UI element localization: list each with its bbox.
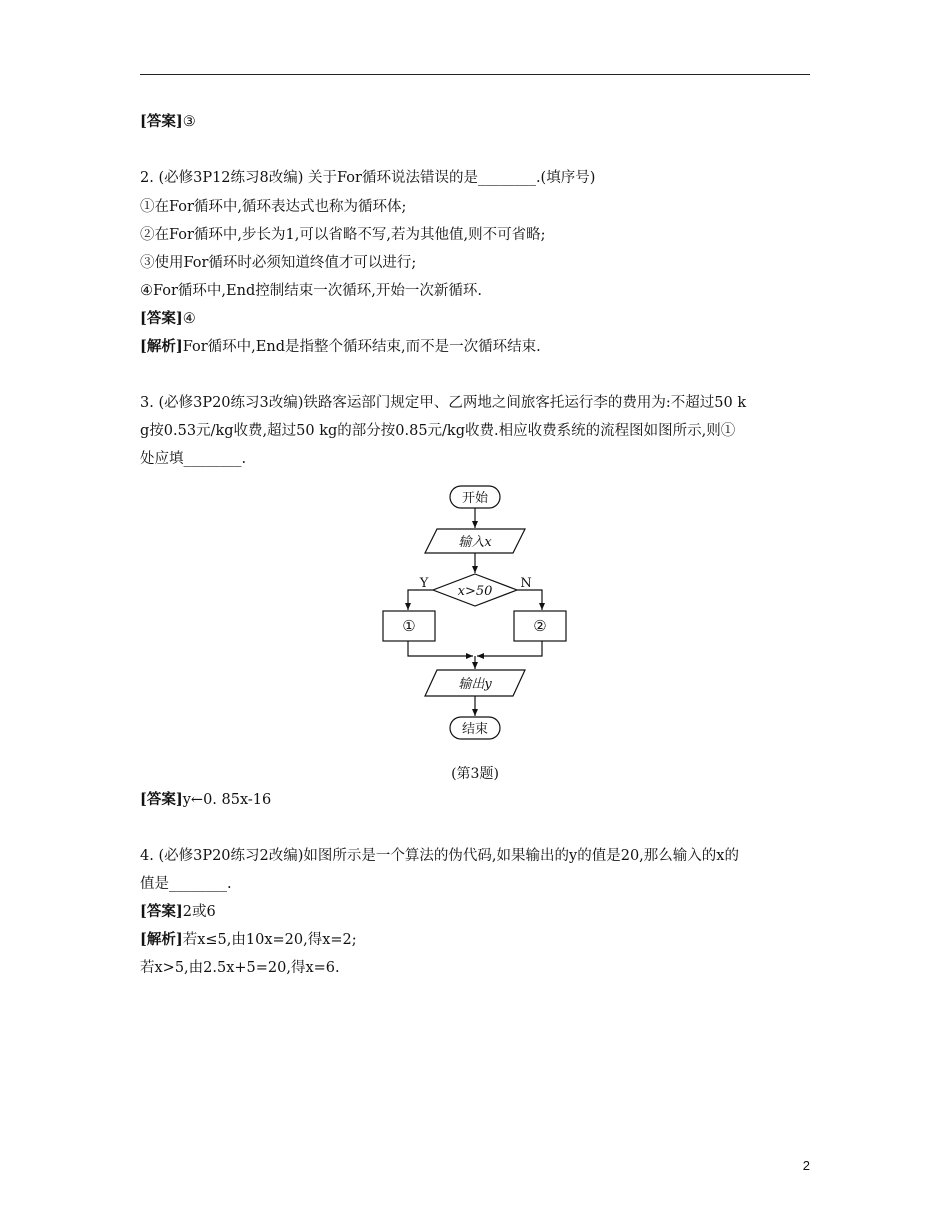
q4-stem-line-1: 4. (必修3P20练习2改编)如图所示是一个算法的伪代码,如果输出的y的值是20,那么输入的x的: [140, 848, 739, 864]
q4-stem-line-2: 值是________.: [140, 876, 232, 892]
q4-answer: [答案]2或6: [140, 903, 216, 920]
end-label: 结束: [461, 722, 489, 737]
q2-analysis: [解析]For循环中,End是指整个循环结束,而不是一次循环结束.: [140, 338, 541, 355]
start-label: 开始: [461, 491, 489, 506]
q3-stem-line-2: g按0.53元/kg收费,超过50 kg的部分按0.85元/kg收费.相应收费系统的流程图如图所示,则①: [140, 423, 736, 439]
header-rule: [140, 74, 810, 75]
page-number: 2: [802, 1158, 810, 1173]
figure-caption: (第3题): [451, 766, 499, 782]
q2-option-1: ①在For循环中,循环表达式也称为循环体;: [140, 199, 407, 215]
q3-stem-line-3: 处应填________.: [140, 451, 247, 467]
q2-answer: [答案]④: [140, 310, 196, 327]
q3-answer: [答案]y←0. 85x-16: [140, 791, 272, 808]
yes-label: Y: [419, 576, 429, 591]
box2-label: ②: [533, 617, 547, 635]
no-label: N: [520, 576, 532, 591]
input-label: 输入x: [458, 535, 492, 550]
output-label: 输出y: [458, 677, 492, 692]
q4-analysis-2: 若x>5,由2.5x+5=20,得x=6.: [140, 960, 340, 976]
q4-analysis-1: [解析]若x≤5,由10x=20,得x=2;: [140, 931, 357, 948]
answer-1: [答案]③: [140, 113, 196, 130]
q2-option-3: ③使用For循环时必须知道终值才可以进行;: [140, 255, 417, 271]
box1-label: ①: [402, 617, 416, 635]
q2-option-2: ②在For循环中,步长为1,可以省略不写,若为其他值,则不可省略;: [140, 227, 546, 243]
flowchart: [380, 484, 570, 746]
q2-stem: 2. (必修3P12练习8改编) 关于For循环说法错误的是________.(填序号): [140, 170, 596, 186]
q2-option-4: ④For循环中,End控制结束一次循环,开始一次新循环.: [140, 283, 482, 299]
condition-label: x>50: [457, 584, 493, 599]
q3-stem-line-1: 3. (必修3P20练习3改编)铁路客运部门规定甲、乙两地之间旅客托运行李的费用为:不超过50 k: [140, 395, 747, 411]
